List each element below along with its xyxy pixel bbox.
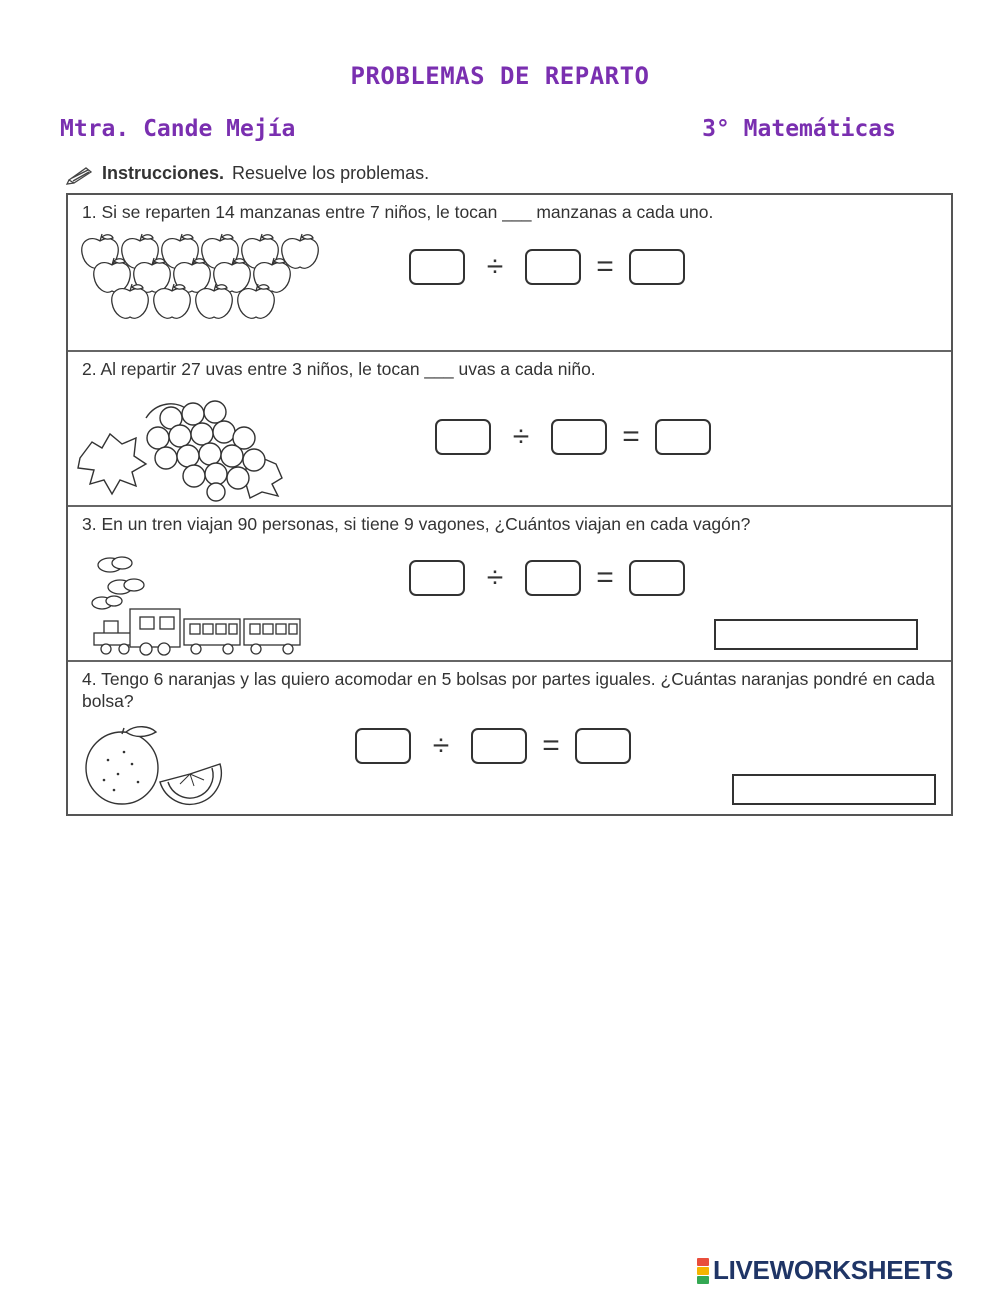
equation-1 <box>409 249 685 285</box>
equation-4 <box>355 728 631 764</box>
instructions <box>66 163 429 184</box>
grapes-image <box>76 398 291 498</box>
watermark <box>697 1255 953 1286</box>
divisor-box[interactable] <box>551 419 607 455</box>
answer-box-4[interactable] <box>732 774 936 805</box>
answer-box-3[interactable] <box>714 619 918 650</box>
problem-3 <box>68 505 951 662</box>
divisor-box[interactable] <box>525 560 581 596</box>
page-title: PROBLEMAS DE REPARTO <box>350 62 650 90</box>
divisor-box[interactable] <box>525 249 581 285</box>
equals-sign: = <box>622 420 640 453</box>
orange-image <box>78 724 228 804</box>
liveworksheets-logo-icon <box>697 1258 709 1284</box>
watermark-text: LIVEWORKSHEETS <box>713 1255 953 1285</box>
quotient-box[interactable] <box>629 249 685 285</box>
problem-4-text: 4. Tengo 6 naranjas y las quiero acomodar en 5 bolsas por partes iguales. ¿Cuántas naranjas pondré en cada bolsa? <box>82 669 935 711</box>
subject-grade: 3° Matemáticas <box>702 116 896 142</box>
dividend-box[interactable] <box>409 560 465 596</box>
train-image <box>84 557 314 657</box>
equals-sign: = <box>542 729 560 762</box>
divide-sign: ÷ <box>486 561 504 594</box>
equation-3 <box>409 560 685 596</box>
equation-2 <box>435 419 711 455</box>
instructions-text: Resuelve los problemas. <box>232 163 430 183</box>
divide-sign: ÷ <box>486 250 504 283</box>
equals-sign: = <box>596 250 614 283</box>
quotient-box[interactable] <box>655 419 711 455</box>
pencil-icon <box>66 164 94 184</box>
dividend-box[interactable] <box>355 728 411 764</box>
quotient-box[interactable] <box>629 560 685 596</box>
divisor-box[interactable] <box>471 728 527 764</box>
problem-1-text: 1. Si se reparten 14 manzanas entre 7 niños, le tocan ___ manzanas a cada uno. <box>82 202 714 222</box>
divide-sign: ÷ <box>432 729 450 762</box>
problem-4 <box>68 660 951 814</box>
dividend-box[interactable] <box>409 249 465 285</box>
problem-2-text: 2. Al repartir 27 uvas entre 3 niños, le tocan ___ uvas a cada niño. <box>82 359 596 379</box>
quotient-box[interactable] <box>575 728 631 764</box>
instructions-label: Instrucciones. <box>102 163 225 183</box>
teacher-name: Mtra. Cande Mejía <box>60 116 296 142</box>
dividend-box[interactable] <box>435 419 491 455</box>
divide-sign: ÷ <box>512 420 530 453</box>
problem-3-text: 3. En un tren viajan 90 personas, si tiene 9 vagones, ¿Cuántos viajan en cada vagón? <box>82 514 751 534</box>
equals-sign: = <box>596 561 614 594</box>
problems-sheet <box>66 193 953 816</box>
apples-image <box>80 233 320 325</box>
problem-2 <box>68 350 951 507</box>
problem-1 <box>68 195 951 352</box>
